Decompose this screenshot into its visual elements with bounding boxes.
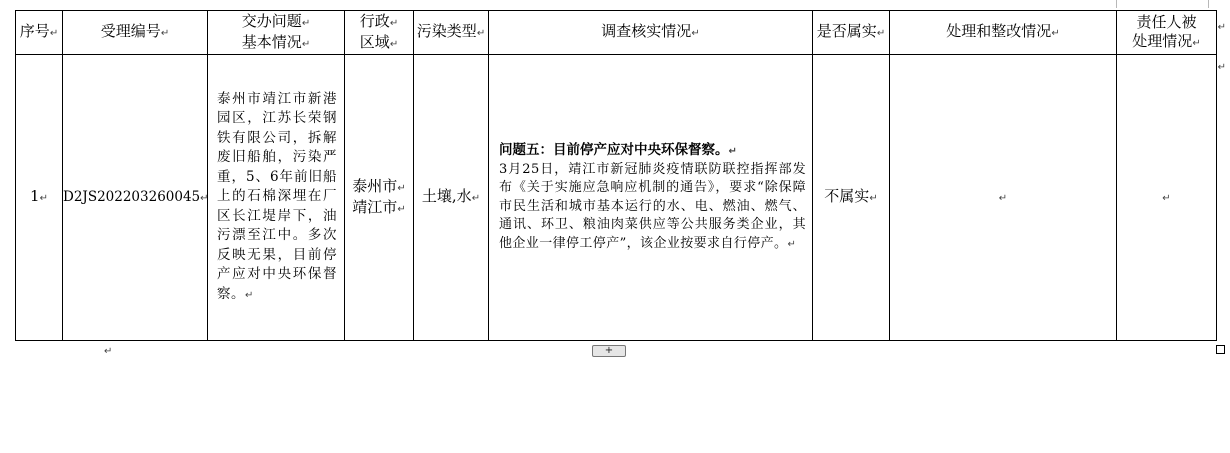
header-index[interactable]: 序号↵ xyxy=(16,11,63,55)
cell-index[interactable]: 1↵ xyxy=(16,55,63,341)
cell-accountability[interactable]: ↵ xyxy=(1117,55,1217,341)
ruler-tick xyxy=(1116,0,1117,8)
header-handling[interactable]: 处理和整改情况↵ xyxy=(890,11,1117,55)
header-pollution-type[interactable]: 污染类型↵ xyxy=(414,11,489,55)
header-is-true[interactable]: 是否属实↵ xyxy=(813,11,890,55)
cell-handling[interactable]: ↵ xyxy=(890,55,1117,341)
ruler-tick xyxy=(1208,0,1209,8)
cell-region[interactable]: 泰州市↵ 靖江市↵ xyxy=(345,55,414,341)
header-survey[interactable]: 调查核实情况↵ xyxy=(489,11,813,55)
paragraph-mark: ↵ xyxy=(104,346,113,357)
cell-pollution-type[interactable]: 土壤,水↵ xyxy=(414,55,489,341)
table-row xyxy=(16,55,1217,341)
cell-issue[interactable]: 泰州市靖江市新港园区，江苏长荣钢铁有限公司，拆解废旧船舶，污染严重，5、6年前旧船上的石棉深埋在厂区长江堤岸下，油污漂至江中。多次反映无果，目前停产应对中央环保督察。↵ xyxy=(208,55,345,341)
header-region[interactable]: 行政↵ 区域↵ xyxy=(345,11,414,55)
ruler-strip xyxy=(0,0,1230,9)
cell-is-true[interactable]: 不属实↵ xyxy=(813,55,890,341)
header-code[interactable]: 受理编号↵ xyxy=(63,11,208,55)
table-resize-handle[interactable] xyxy=(1216,345,1225,354)
cell-code[interactable]: D2JS202203260045↵ xyxy=(63,55,208,341)
header-accountability[interactable]: 责任人被 处理情况↵ xyxy=(1117,11,1217,55)
add-row-button[interactable]: + xyxy=(592,345,626,357)
complaint-table[interactable] xyxy=(15,10,1217,341)
row-end-mark: ↵ xyxy=(1217,22,1226,33)
row-end-mark: ↵ xyxy=(1217,62,1226,73)
cell-survey[interactable]: 问题五：目前停产应对中央环保督察。↵ 3月25日，靖江市新冠肺炎疫情联防联控指挥部发布《关于实施应急响应机制的通告》，要求“除保障市民生活和城市基本运行的水、电、燃油、燃气、通讯、环卫、粮油肉菜供应等公共服务类企业，其他企业一律停工停产”，该企业按要求自行停产。↵ xyxy=(489,55,813,341)
header-issue[interactable]: 交办问题↵ 基本情况↵ xyxy=(208,11,345,55)
table-header-row xyxy=(16,11,1217,55)
